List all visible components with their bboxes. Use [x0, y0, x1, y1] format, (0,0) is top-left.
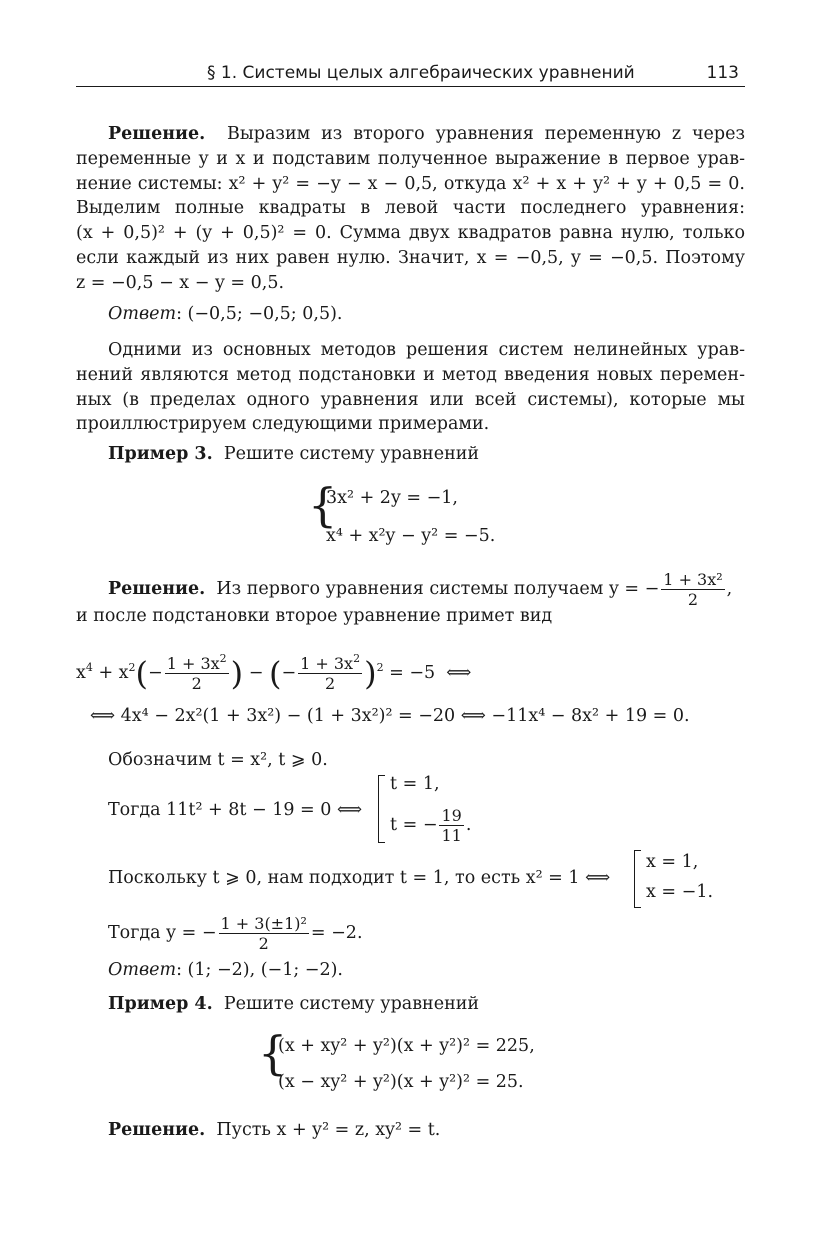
- answer-3: [108, 960, 343, 980]
- since-line: Поскольку t ⩾ 0, нам подходит t = 1, то есть x² = 1 ⟺: [108, 868, 611, 888]
- example-4-task: Решите систему уравнений: [223, 994, 480, 1014]
- text-line: z = −0,5 − x − y = 0,5.: [76, 272, 285, 293]
- system-3-eq-2: x⁴ + x²y − y² = −5.: [326, 526, 496, 546]
- text-line: ных (в пределах одного уравнения или всей системы), которые мы: [76, 389, 745, 410]
- solution-paragraph-1: [76, 122, 745, 296]
- system-3-eq-1: 3x² + 2y = −1,: [326, 488, 458, 508]
- text-line: переменные y и x и подставим полученное выражение в первое урав-: [76, 148, 745, 169]
- example-3-task: Решите систему уравнений: [223, 444, 480, 464]
- solution-4-line: [108, 1120, 440, 1140]
- answer-1: [108, 304, 343, 324]
- answer-label: Ответ: [108, 304, 177, 324]
- system-4-eq-1: (x + xy² + y²)(x + y²)² = 225,: [278, 1036, 535, 1056]
- solution-3-line-1: Решение. Из первого уравнения системы получаем y = − $\frac{\text{1 + 3x²}}{2}$ ,: [108, 570, 733, 609]
- solution-3-line-2: и после подстановки второе уравнение примет вид: [76, 606, 553, 626]
- expanded-equation: ⟺ 4x⁴ − 2x²(1 + 3x²) − (1 + 3x²)² = −20 ⟺ −11x⁴ − 8x² + 19 = 0.: [90, 706, 690, 726]
- text-line: (x + 0,5)² + (y + 0,5)² = 0. Сумма двух квадратов равна нулю, только: [76, 223, 745, 244]
- solution-label: Решение.: [108, 1120, 206, 1140]
- fraction: $\frac{\text{1 + 3x²}}{2}$: [663, 570, 723, 609]
- left-brace-icon: {: [258, 1026, 288, 1080]
- text-line: Из первого уравнения системы получаем: [216, 579, 604, 599]
- text-line: Выразим из второго уравнения переменную z через: [227, 124, 745, 144]
- root-x-1: x = 1,: [646, 852, 699, 872]
- math-expression: y = −: [608, 579, 660, 599]
- solution-label: Решение.: [108, 124, 206, 144]
- left-bracket-icon: [378, 775, 385, 843]
- text-line: нений являются метод подстановки и метод введения новых перемен-: [76, 364, 745, 385]
- then-line-1: Тогда 11t² + 8t − 19 = 0 ⟺: [108, 800, 363, 820]
- methods-paragraph: [76, 338, 745, 437]
- answer-value: : (−0,5; −0,5; 0,5).: [176, 304, 343, 324]
- running-header: [76, 62, 745, 87]
- root-x-2: x = −1.: [646, 882, 714, 902]
- then-line-2: Тогда y = − $\frac{\text{1 + 3(±1)²}}{2}$ = −2.: [108, 914, 363, 953]
- system-4-eq-2: (x − xy² + y²)(x + y²)² = 25.: [278, 1072, 524, 1092]
- text-line: Выделим полные квадраты в левой части последнего уравнения:: [76, 198, 745, 219]
- header-title: § 1. Системы целых алгебраических уравнений: [207, 63, 635, 83]
- substituted-equation: $x^4 + x^2(-$ $\frac{1 + 3x^2}{2}$ ) − (− $\frac{1 + 3x^2}{2}$ )$^2$ = −5 ⟺: [76, 652, 472, 693]
- denote-line: Обозначим t = x², t ⩾ 0.: [108, 750, 328, 770]
- answer-value: : (1; −2), (−1; −2).: [176, 960, 343, 980]
- example-4-heading: [108, 994, 479, 1014]
- solution-label: Решение.: [108, 579, 206, 599]
- text-line: Пусть x + y² = z, xy² = t.: [216, 1120, 441, 1140]
- example-3-label: Пример 3.: [108, 444, 213, 464]
- text-line: проиллюстрируем следующими примерами.: [76, 414, 490, 435]
- example-4-label: Пример 4.: [108, 994, 213, 1014]
- page-number: 113: [706, 63, 739, 83]
- root-t-1: t = 1,: [390, 774, 440, 794]
- left-brace-icon: {: [308, 478, 338, 532]
- text-line: если каждый из них равен нулю. Значит, x = −0,5, y = −0,5. Поэтому: [76, 247, 745, 268]
- answer-label: Ответ: [108, 960, 177, 980]
- left-bracket-icon: [634, 850, 641, 908]
- example-3-heading: [108, 444, 479, 464]
- text-line: Одними из основных методов решения систем нелинейных урав-: [108, 340, 745, 360]
- text-line: нение системы: x² + y² = −y − x − 0,5, откуда x² + x + y² + y + 0,5 = 0.: [76, 173, 745, 194]
- root-t-2: t = − $\frac{19}{11}$ .: [390, 806, 472, 845]
